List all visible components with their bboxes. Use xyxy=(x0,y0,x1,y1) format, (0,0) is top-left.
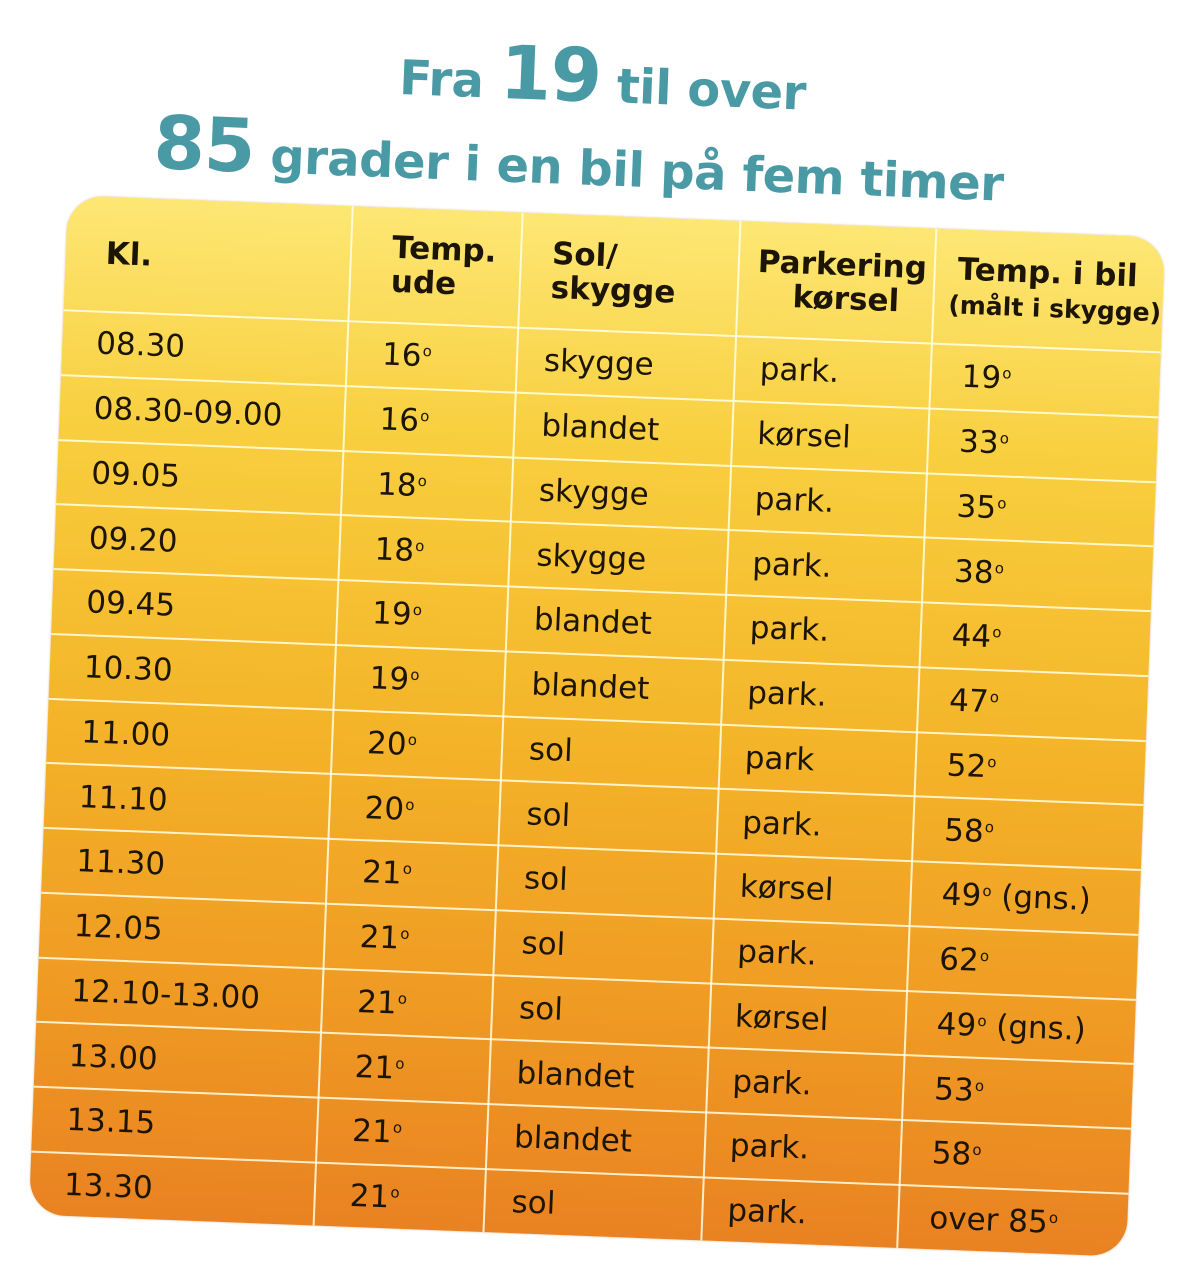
degree-symbol: o xyxy=(419,407,430,426)
degree-symbol: o xyxy=(1001,364,1012,384)
cell-parkering: park. xyxy=(711,918,909,990)
header-sol-skygge: Sol/ skygge xyxy=(518,213,740,336)
cell-temp-ude: 21$^o$ xyxy=(321,968,493,1039)
cell-temp-ude: 21$^o$ xyxy=(326,839,498,910)
degree-symbol: o xyxy=(402,860,413,879)
cell-temp-i-bil: 38$^o$ xyxy=(922,538,1153,611)
degree-symbol: o xyxy=(972,1141,982,1160)
cell-kl: 13.30 xyxy=(29,1151,316,1225)
degree-symbol: o xyxy=(404,795,415,814)
degree-symbol: o xyxy=(999,429,1010,448)
degree-symbol: o xyxy=(987,752,997,772)
cell-sol-skygge: sol xyxy=(501,716,721,789)
cell-sol-skygge: blandet xyxy=(513,392,733,465)
cell-kl: 11.30 xyxy=(41,828,328,904)
cell-parkering: kørsel xyxy=(714,854,912,926)
temperature-table-card xyxy=(29,195,1165,1256)
page-title xyxy=(0,0,1200,230)
cell-sol-skygge: skygge xyxy=(508,522,728,595)
cell-temp-ude: 20$^o$ xyxy=(328,774,500,845)
degree-symbol: o xyxy=(407,730,418,749)
cell-temp-ude: 19$^o$ xyxy=(336,580,508,651)
cell-temp-ude: 16$^o$ xyxy=(343,386,515,457)
degree-symbol: o xyxy=(409,665,420,685)
cell-temp-i-bil: 58$^o$ xyxy=(912,796,1143,869)
cell-temp-ude: 16$^o$ xyxy=(346,321,518,392)
cell-kl: 13.15 xyxy=(31,1087,318,1163)
cell-parkering: park. xyxy=(726,530,924,602)
cell-temp-ude: 21$^o$ xyxy=(314,1162,486,1232)
temperature-table xyxy=(29,195,1165,1256)
degree-symbol: o xyxy=(974,1076,985,1095)
cell-parkering: park. xyxy=(724,595,922,667)
cell-sol-skygge: sol xyxy=(483,1169,703,1241)
cell-temp-i-bil: 19$^o$ xyxy=(929,344,1160,417)
cell-sol-skygge: skygge xyxy=(511,457,731,530)
cell-sol-skygge: sol xyxy=(496,845,716,918)
cell-sol-skygge: blandet xyxy=(488,1039,708,1112)
cell-parkering: kørsel xyxy=(709,983,907,1055)
cell-sol-skygge: blandet xyxy=(503,651,723,724)
cell-parkering: park. xyxy=(734,336,932,408)
cell-temp-i-bil: 33$^o$ xyxy=(927,408,1158,481)
degree-symbol: o xyxy=(996,494,1007,513)
cell-kl: 11.10 xyxy=(44,763,331,839)
cell-temp-i-bil: 62$^o$ xyxy=(907,926,1138,999)
table-body xyxy=(29,310,1161,1256)
degree-symbol: o xyxy=(397,989,408,1008)
cell-temp-i-bil: 35$^o$ xyxy=(924,473,1155,546)
cell-temp-ude: 21$^o$ xyxy=(316,1098,488,1169)
degree-symbol: o xyxy=(395,1054,405,1073)
cell-kl: 10.30 xyxy=(49,634,336,710)
cell-temp-i-bil: 58$^o$ xyxy=(900,1120,1131,1193)
cell-sol-skygge: skygge xyxy=(516,328,736,401)
cell-parkering: kørsel xyxy=(731,401,929,473)
cell-parkering: park xyxy=(719,724,917,796)
degree-symbol: o xyxy=(991,623,1002,642)
cell-temp-ude: 18$^o$ xyxy=(341,451,513,522)
cell-temp-i-bil: 52$^o$ xyxy=(915,732,1146,805)
cell-temp-i-bil: 53$^o$ xyxy=(902,1055,1133,1128)
header-parkering-korsel: Parkering kørsel xyxy=(736,221,936,343)
header-temp-ude: Temp. ude xyxy=(348,206,522,327)
title-number-85: 85 xyxy=(152,100,257,190)
cell-kl: 09.20 xyxy=(54,504,341,580)
degree-symbol: o xyxy=(399,924,410,944)
degree-symbol: o xyxy=(977,1011,987,1031)
cell-kl: 09.45 xyxy=(51,569,338,645)
degree-symbol: o xyxy=(390,1183,400,1202)
degree-symbol: o xyxy=(417,471,428,491)
cell-sol-skygge: sol xyxy=(491,975,711,1048)
cell-sol-skygge: sol xyxy=(498,781,718,854)
title-fra: Fra xyxy=(398,50,501,110)
cell-temp-i-bil: over 85$^o$ xyxy=(928,1200,1059,1241)
header-temp-i-bil: Temp. i bil (målt i skygge) xyxy=(932,229,1165,353)
average-note: (gns.) xyxy=(990,878,1092,919)
cell-temp-i-bil: 49$^o$ (gns.) xyxy=(910,861,1141,934)
cell-kl: 12.05 xyxy=(39,893,326,969)
cell-temp-i-bil: 49$^o$ (gns.) xyxy=(905,991,1136,1064)
average-note: (gns.) xyxy=(985,1008,1087,1048)
cell-parkering: park. xyxy=(721,660,919,732)
cell-parkering: park. xyxy=(716,789,914,861)
cell-parkering: park. xyxy=(729,465,927,537)
cell-kl: 12.10-13.00 xyxy=(36,957,323,1033)
cell-sol-skygge: blandet xyxy=(506,586,726,659)
cell-temp-ude: 18$^o$ xyxy=(338,515,510,586)
cell-temp-ude: 19$^o$ xyxy=(333,645,505,716)
degree-symbol: o xyxy=(1048,1208,1059,1227)
degree-symbol: o xyxy=(392,1118,403,1138)
degree-symbol: o xyxy=(979,947,990,966)
degree-symbol: o xyxy=(414,536,425,555)
title-line-2 xyxy=(152,100,1005,219)
header-kl: Kl. xyxy=(64,195,353,321)
cell-parkering: park. xyxy=(706,1048,904,1120)
cell-sol-skygge: sol xyxy=(493,910,713,983)
cell-parkering: park. xyxy=(701,1177,899,1248)
cell-kl: 13.00 xyxy=(34,1022,321,1098)
cell-temp-ude: 20$^o$ xyxy=(331,709,503,780)
cell-temp-ude: 21$^o$ xyxy=(324,903,496,974)
degree-symbol: o xyxy=(412,601,423,620)
cell-temp-i-bil: 47$^o$ xyxy=(917,667,1148,740)
cell-sol-skygge: blandet xyxy=(486,1104,706,1177)
cell-temp-i-bil: 44$^o$ xyxy=(919,602,1150,675)
title-til-over: til over xyxy=(599,57,807,122)
title-rest: grader i en bil på fem timer xyxy=(253,127,1005,213)
degree-symbol: o xyxy=(984,817,995,836)
cell-parkering: park. xyxy=(704,1112,902,1184)
cell-kl: 08.30-09.00 xyxy=(59,375,346,451)
degree-symbol: o xyxy=(994,558,1005,578)
degree-symbol: o xyxy=(982,882,992,901)
degree-symbol: o xyxy=(989,688,1000,707)
cell-kl: 08.30 xyxy=(61,310,348,386)
title-number-19: 19 xyxy=(498,29,603,120)
cell-kl: 11.00 xyxy=(46,698,333,774)
cell-temp-ude: 21$^o$ xyxy=(319,1033,491,1104)
degree-symbol: o xyxy=(422,342,433,361)
cell-kl: 09.05 xyxy=(56,440,343,516)
